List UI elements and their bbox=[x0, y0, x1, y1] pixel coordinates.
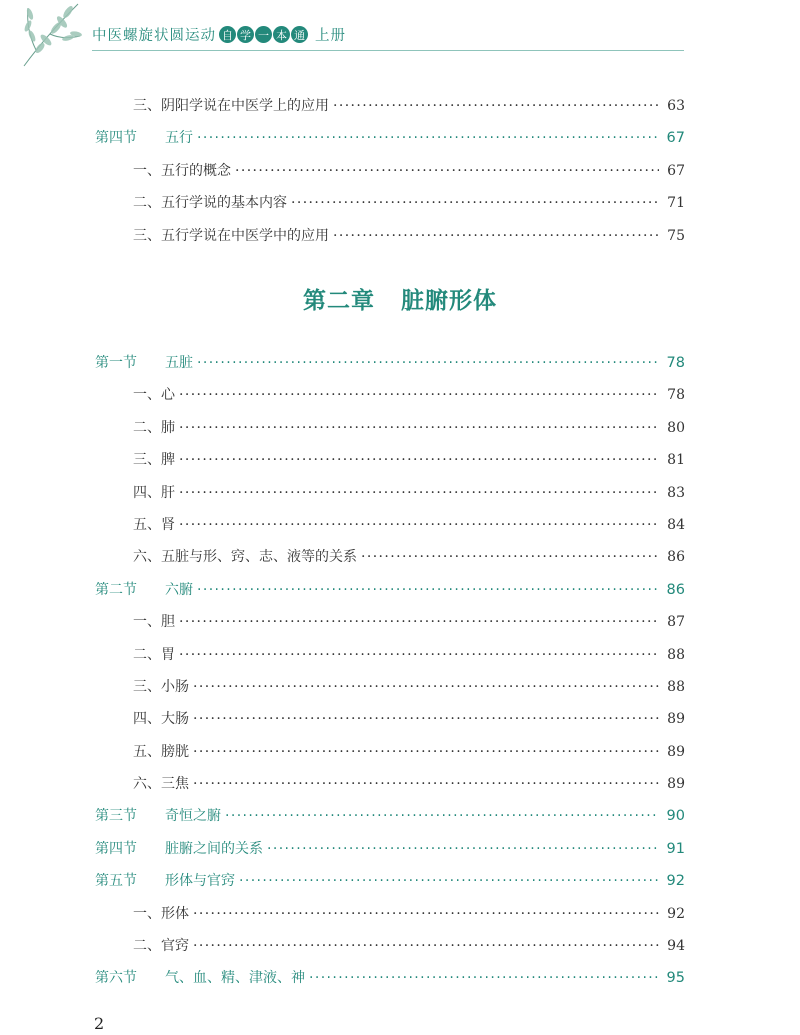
toc-upper-list bbox=[95, 90, 685, 252]
toc-entry bbox=[95, 220, 685, 252]
toc-section-entry bbox=[95, 962, 685, 994]
toc-entry-title: 三、阴阳学说在中医学上的应用 bbox=[133, 98, 329, 114]
leader-dots bbox=[179, 444, 659, 476]
toc-section-entry bbox=[95, 833, 685, 865]
leader-dots bbox=[309, 962, 659, 994]
toc-entry-title: 二、五行学说的基本内容 bbox=[133, 195, 287, 212]
toc-section-title: 气、血、精、津液、神 bbox=[165, 970, 305, 987]
toc-entry bbox=[95, 736, 685, 768]
toc-entry-title: 六、五脏与形、窍、志、液等的关系 bbox=[133, 549, 357, 566]
toc-entry bbox=[95, 703, 685, 735]
section-number: 第四节 bbox=[95, 130, 137, 147]
leader-dots bbox=[179, 509, 659, 541]
toc-page-number: 71 bbox=[667, 195, 685, 212]
series-badge: 一 bbox=[255, 26, 272, 43]
leader-dots bbox=[179, 379, 659, 411]
book-title-text: 中医螺旋状圆运动 bbox=[92, 28, 216, 44]
leader-dots bbox=[333, 220, 659, 252]
toc-page-number: 94 bbox=[667, 938, 685, 955]
series-badge: 通 bbox=[291, 26, 308, 43]
toc-section-title: 形体与官窍 bbox=[165, 873, 235, 890]
section-number: 第二节 bbox=[95, 581, 137, 598]
leader-dots bbox=[235, 155, 659, 187]
toc-entry-title: 一、心 bbox=[133, 387, 175, 404]
leaf-branch-icon bbox=[14, 0, 84, 68]
leader-dots bbox=[267, 833, 659, 865]
toc-page-number: 78 bbox=[667, 387, 685, 404]
leader-dots bbox=[197, 122, 659, 154]
volume-label: 上册 bbox=[315, 28, 346, 44]
toc-entry-title: 一、五行的概念 bbox=[133, 162, 231, 179]
toc-entry bbox=[95, 187, 685, 219]
toc-page-number: 89 bbox=[667, 711, 685, 728]
toc-entry bbox=[95, 412, 685, 444]
leader-dots bbox=[197, 574, 659, 606]
toc-page-number: 84 bbox=[667, 516, 685, 533]
toc-page-number: 92 bbox=[666, 873, 685, 890]
toc-page-number: 89 bbox=[667, 776, 685, 793]
chapter-title-text: 脏腑形体 bbox=[401, 287, 497, 314]
book-title bbox=[92, 24, 346, 45]
toc-page-number: 80 bbox=[667, 419, 685, 436]
toc-entry bbox=[95, 379, 685, 411]
toc-section-title: 五行 bbox=[165, 130, 193, 147]
toc-page-number: 81 bbox=[667, 452, 685, 469]
leader-dots bbox=[179, 477, 659, 509]
page-header bbox=[0, 0, 800, 60]
leader-dots bbox=[179, 412, 659, 444]
toc-section-entry bbox=[95, 865, 685, 897]
toc-section-title: 脏腑之间的关系 bbox=[165, 840, 263, 857]
toc-entry bbox=[95, 509, 685, 541]
toc-entry-title: 五、膀胱 bbox=[133, 743, 189, 760]
toc-page-number: 92 bbox=[667, 905, 685, 922]
leader-dots bbox=[291, 187, 659, 219]
section-number: 第六节 bbox=[95, 970, 137, 987]
toc-entry-title: 三、小肠 bbox=[133, 678, 189, 695]
toc-section-entry bbox=[95, 574, 685, 606]
toc-section-entry bbox=[95, 347, 685, 379]
leader-dots bbox=[193, 736, 659, 768]
toc-page-number: 67 bbox=[667, 162, 685, 179]
toc-page-number: 87 bbox=[667, 614, 685, 631]
toc-entry bbox=[95, 541, 685, 573]
toc-entry-title: 二、官窍 bbox=[133, 938, 189, 955]
toc-section-title: 五脏 bbox=[165, 355, 193, 371]
toc-page-number: 75 bbox=[667, 227, 685, 244]
toc-section-entry bbox=[95, 122, 685, 154]
leader-dots bbox=[179, 639, 659, 671]
toc-entry bbox=[95, 155, 685, 187]
leader-dots bbox=[333, 90, 659, 122]
toc-entry-title: 一、胆 bbox=[133, 614, 175, 631]
section-number: 第三节 bbox=[95, 808, 137, 825]
toc-page-number: 95 bbox=[666, 970, 685, 987]
toc-section-entry bbox=[95, 800, 685, 832]
leader-dots bbox=[361, 541, 659, 573]
chapter-number: 第二章 bbox=[303, 287, 375, 314]
toc-entry bbox=[95, 90, 685, 122]
toc-entry bbox=[95, 768, 685, 800]
leader-dots bbox=[239, 865, 659, 897]
toc-page-number: 88 bbox=[667, 646, 685, 663]
toc-entry-title: 四、肝 bbox=[133, 484, 175, 501]
toc-section-title: 六腑 bbox=[165, 581, 193, 598]
toc-entry-title: 一、形体 bbox=[133, 905, 189, 922]
chapter-heading bbox=[0, 282, 800, 315]
toc-page-number: 91 bbox=[666, 840, 685, 857]
toc-entry bbox=[95, 671, 685, 703]
toc-entry-title: 三、五行学说在中医学中的应用 bbox=[133, 227, 329, 244]
section-number: 第四节 bbox=[95, 840, 137, 857]
toc-page-number: 83 bbox=[667, 484, 685, 501]
leader-dots bbox=[193, 768, 659, 800]
page-number: 2 bbox=[94, 1014, 105, 1033]
toc-entry bbox=[95, 930, 685, 962]
toc-entry-title: 二、肺 bbox=[133, 419, 175, 436]
leader-dots bbox=[193, 898, 659, 930]
toc-entry bbox=[95, 606, 685, 638]
section-number: 第一节 bbox=[95, 355, 137, 371]
toc-entry-title: 四、大肠 bbox=[133, 711, 189, 728]
toc-entry bbox=[95, 639, 685, 671]
leader-dots bbox=[193, 703, 659, 735]
toc-page-number: 78 bbox=[666, 355, 685, 371]
toc-page-number: 90 bbox=[666, 808, 685, 825]
toc-entry-title: 三、脾 bbox=[133, 452, 175, 469]
toc-lower-list bbox=[95, 347, 685, 995]
header-divider bbox=[92, 50, 684, 51]
leader-dots bbox=[197, 347, 659, 379]
series-badge: 自 bbox=[219, 26, 236, 43]
toc-page-number: 67 bbox=[666, 130, 685, 147]
toc-page-number: 63 bbox=[667, 98, 685, 114]
toc-entry bbox=[95, 898, 685, 930]
series-badges bbox=[219, 26, 309, 43]
toc-page-number: 86 bbox=[667, 549, 685, 566]
toc-entry-title: 二、胃 bbox=[133, 646, 175, 663]
leader-dots bbox=[193, 930, 659, 962]
toc-section-title: 奇恒之腑 bbox=[165, 808, 221, 825]
toc-entry bbox=[95, 477, 685, 509]
toc-page-number: 89 bbox=[667, 743, 685, 760]
leader-dots bbox=[193, 671, 659, 703]
toc-entry-title: 六、三焦 bbox=[133, 776, 189, 793]
leader-dots bbox=[225, 800, 659, 832]
toc-entry-title: 五、肾 bbox=[133, 516, 175, 533]
toc-entry bbox=[95, 444, 685, 476]
series-badge: 本 bbox=[273, 26, 290, 43]
toc-page-number: 88 bbox=[667, 678, 685, 695]
series-badge: 学 bbox=[237, 26, 254, 43]
leader-dots bbox=[179, 606, 659, 638]
toc-page-number: 86 bbox=[666, 581, 685, 598]
section-number: 第五节 bbox=[95, 873, 137, 890]
